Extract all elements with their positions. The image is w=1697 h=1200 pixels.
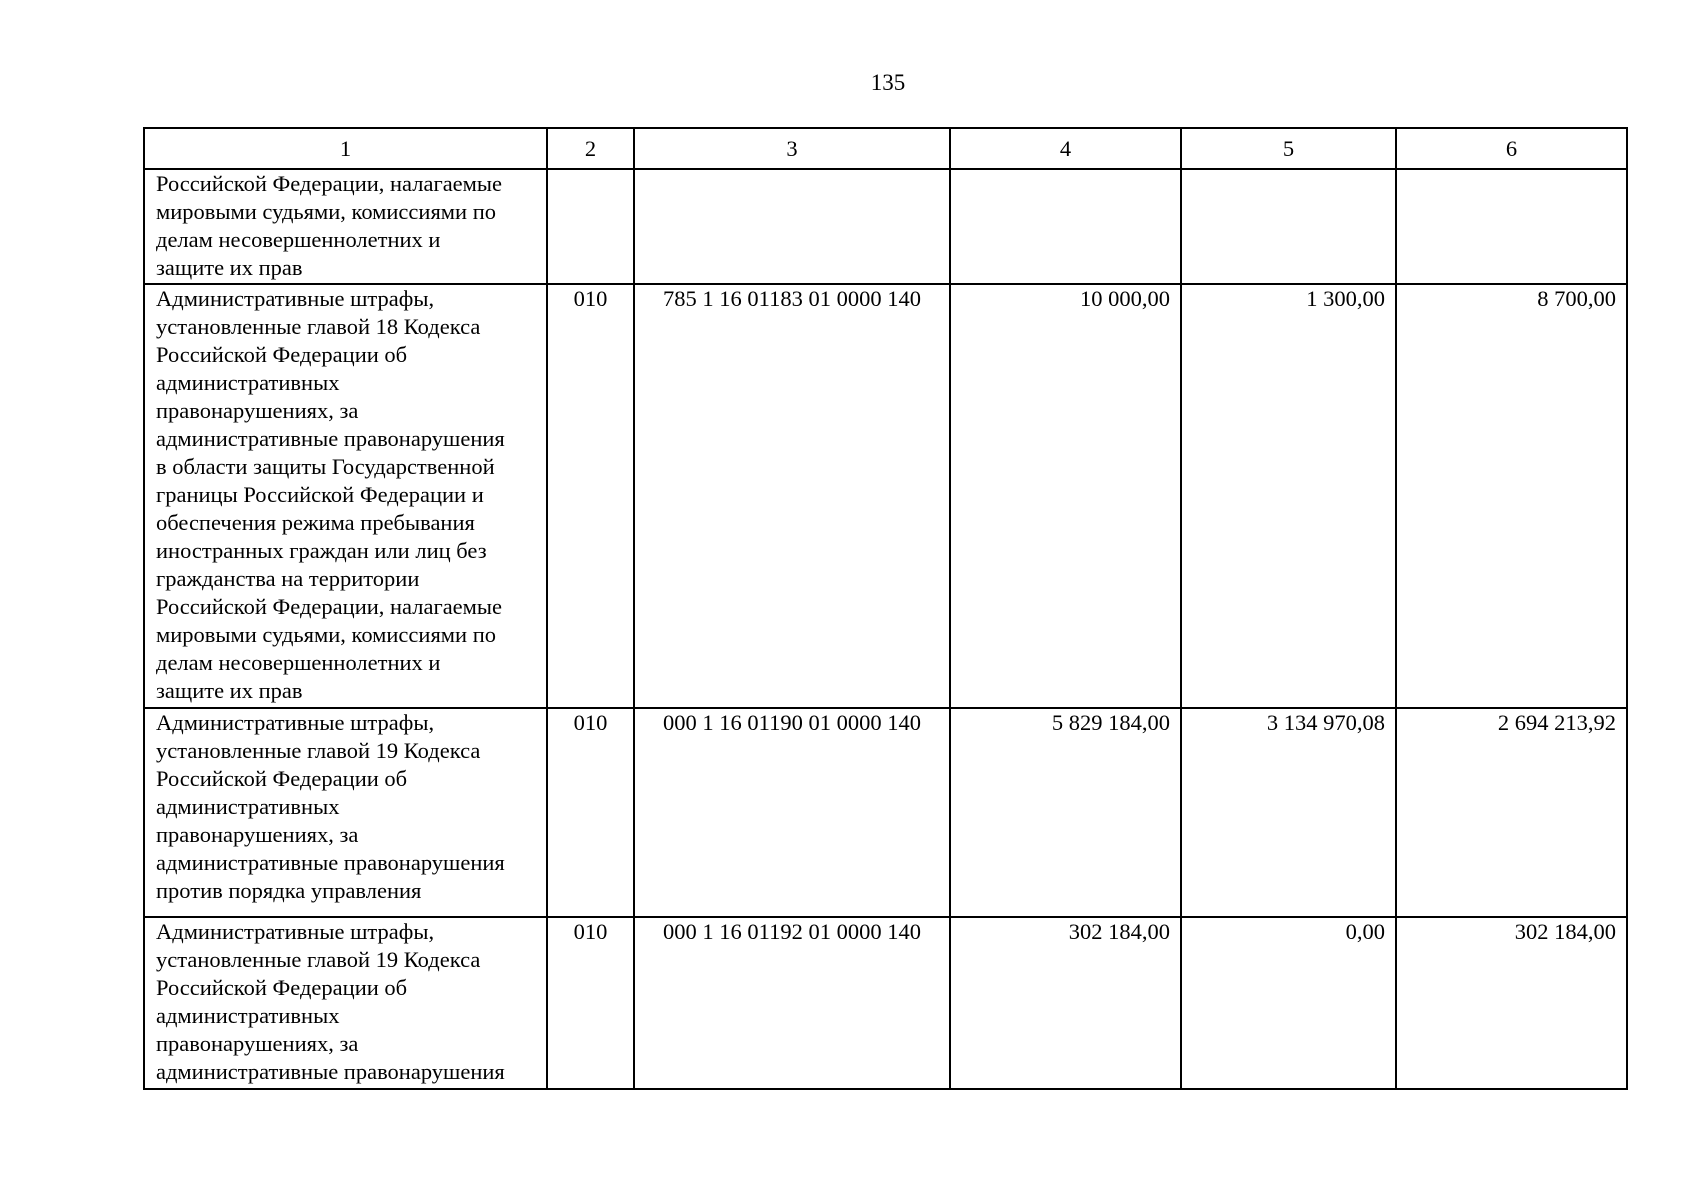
table-row xyxy=(144,917,1627,1089)
column-header-1: 1 xyxy=(144,128,547,169)
table-row xyxy=(144,708,1627,917)
income-name-cell: Административные штрафы, установленные главой 19 Кодекса Российской Федерации об административных правонарушениях, за административные правонарушения против порядка управления xyxy=(144,708,547,917)
column-header-5: 5 xyxy=(1181,128,1396,169)
line-code-cell xyxy=(547,169,634,284)
executed-amount-cell: 1 300,00 xyxy=(1181,284,1396,708)
income-code-cell xyxy=(634,169,950,284)
income-code-cell: 000 1 16 01192 01 0000 140 xyxy=(634,917,950,1089)
table-row xyxy=(144,284,1627,708)
income-code-cell: 785 1 16 01183 01 0000 140 xyxy=(634,284,950,708)
income-name-cell: Административные штрафы, установленные главой 18 Кодекса Российской Федерации об административных правонарушениях, за административные правонарушения в области защиты Государственной границы Российской Федерации и обеспечения режима пребывания иностранных граждан или лиц без гражданства на территории Российской Федерации, налагаемые мировыми судьями, комиссиями по делам несовершеннолетних и защите их прав xyxy=(144,284,547,708)
approved-amount-cell: 5 829 184,00 xyxy=(950,708,1181,917)
executed-amount-cell: 3 134 970,08 xyxy=(1181,708,1396,917)
executed-amount-cell: 0,00 xyxy=(1181,917,1396,1089)
column-header-4: 4 xyxy=(950,128,1181,169)
table-row xyxy=(144,169,1627,284)
approved-amount-cell: 10 000,00 xyxy=(950,284,1181,708)
unexecuted-amount-cell: 2 694 213,92 xyxy=(1396,708,1627,917)
income-code-cell: 000 1 16 01190 01 0000 140 xyxy=(634,708,950,917)
line-code-cell: 010 xyxy=(547,284,634,708)
line-code-cell: 010 xyxy=(547,917,634,1089)
line-code-cell: 010 xyxy=(547,708,634,917)
column-header-6: 6 xyxy=(1396,128,1627,169)
income-name-cell: Административные штрафы, установленные главой 19 Кодекса Российской Федерации об административных правонарушениях, за административные правонарушения xyxy=(144,917,547,1089)
table-header-row xyxy=(144,128,1627,169)
income-name-cell: Российской Федерации, налагаемые мировыми судьями, комиссиями по делам несовершеннолетних и защите их прав xyxy=(144,169,547,284)
column-header-2: 2 xyxy=(547,128,634,169)
budget-table xyxy=(143,127,1628,1090)
unexecuted-amount-cell xyxy=(1396,169,1627,284)
unexecuted-amount-cell: 302 184,00 xyxy=(1396,917,1627,1089)
approved-amount-cell: 302 184,00 xyxy=(950,917,1181,1089)
unexecuted-amount-cell: 8 700,00 xyxy=(1396,284,1627,708)
page-number: 135 xyxy=(870,70,906,95)
column-header-3: 3 xyxy=(634,128,950,169)
approved-amount-cell xyxy=(950,169,1181,284)
executed-amount-cell xyxy=(1181,169,1396,284)
